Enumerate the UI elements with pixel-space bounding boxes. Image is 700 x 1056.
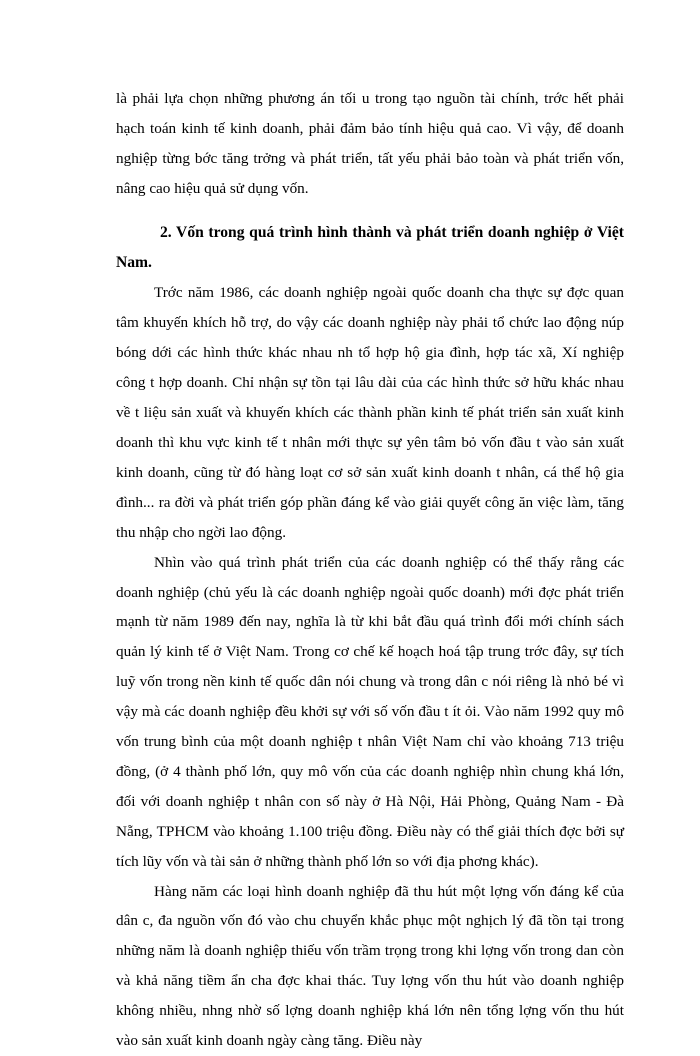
- intro-paragraph: là phải lựa chọn những phương án tối u trong tạo nguồn tài chính, trớc hết phải hạch toán kinh tế kinh doanh, phải đảm bảo tính hiệu quả cao. Vì vậy, để doanh nghiệp từng bớc tăng trởng và phát triển, tất yếu phải bảo toàn và phát triển vốn, nâng cao hiệu quả sử dụng vốn.: [116, 90, 624, 197]
- document-page: [116, 84, 624, 1056]
- body-paragraph-3: Hàng năm các loại hình doanh nghiệp đã thu hút một lợng vốn đáng kể của dân c, đa nguồn vốn đó vào chu chuyển khắc phục một nghịch lý đã tồn tại trong những năm là doanh nghiệp thiếu vốn trầm trọng trong khi lợng vốn trong dan còn và khả năng tiềm ẩn cha đợc khai thác. Tuy lợng vốn thu hút vào doanh nghiệp không nhiều, nhng nhờ số lợng doanh nghiệp khá lớn nên tổng lợng vốn thu hút vào sản xuất kinh doanh ngày càng tăng. Điều này: [116, 882, 624, 1050]
- body-paragraph-2: Nhìn vào quá trình phát triển của các doanh nghiệp có thể thấy rằng các doanh nghiệp (chủ yếu là các doanh nghiệp ngoài quốc doanh) mới đợc phát triển mạnh từ năm 1989 đến nay, nghĩa là từ khi bắt đầu quá trình đổi mới chính sách quản lý kinh tế ở Việt Nam. Trong cơ chế kế hoạch hoá tập trung trớc đây, sự tích luỹ vốn trong nền kinh tế quốc dân nói chung và trong dân c nói riêng là nhỏ bé vì vậy mà các doanh nghiệp đều khởi sự với số vốn đầu t ít ỏi. Vào năm 1992 quy mô vốn trung bình của một doanh nghiệp t nhân Việt Nam chỉ vào khoảng 713 triệu đồng, (ở 4 thành phố lớn, quy mô vốn của các doanh nghiệp nhìn chung khá lớn, đối với doanh nghiệp t nhân con số này ở Hà Nội, Hải Phòng, Quảng Nam - Đà Nẵng, TPHCM vào khoảng 1.100 triệu đồng. Điều này có thể giải thích đợc bởi sự tích lũy vốn và tài sản ở những thành phố lớn so với địa phơng khác).: [116, 553, 624, 870]
- body-paragraph-1: Trớc năm 1986, các doanh nghiệp ngoài quốc doanh cha thực sự đợc quan tâm khuyến khích hỗ trợ, do vậy các doanh nghiệp này phải tổ chức lao động núp bóng dới các hình thức khác nhau nh tổ hợp hộ gia đình, hợp tác xã, Xí nghiệp công t hợp doanh. Chỉ nhận sự tồn tại lâu dài của các hình thức sở hữu khác nhau về t liệu sản xuất và khuyến khích các thành phần kinh tế phát triển sản xuất kinh doanh thì khu vực kinh tế t nhân mới thực sự yên tâm bỏ vốn đầu t vào sản xuất kinh doanh, cũng từ đó hàng loạt cơ sở sản xuất kinh doanh t nhân, cá thể hộ gia đình... ra đời và phát triển góp phần đáng kể vào giải quyết công ăn việc làm, tăng thu nhập cho ngời lao động.: [116, 284, 624, 541]
- section-heading: 2. Vốn trong quá trình hình thành và phát triển doanh nghiệp ở Việt Nam.: [116, 223, 624, 271]
